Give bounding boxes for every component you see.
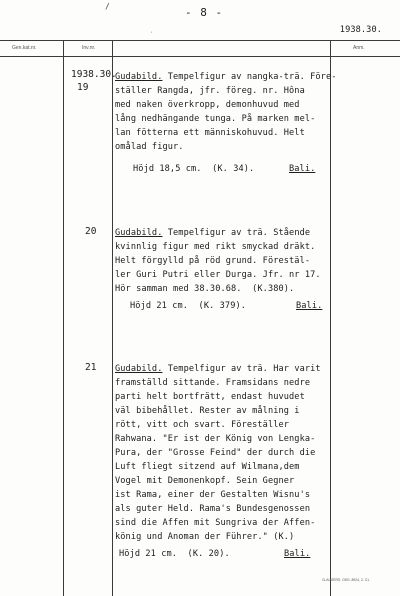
entry-text-line: framställd sittande. Framsidans nedre — [115, 378, 311, 388]
column-rule-3 — [330, 40, 331, 596]
entry-text-line: könig und Anoman der Führer." (K.) — [115, 532, 295, 542]
entry-text-line: Luft fliegt sitzend auf Wilmana,dem — [115, 462, 300, 472]
entry-text-line: Rahwana. "Er ist der König von Lengka- — [115, 434, 316, 444]
entry-number: 21 — [85, 362, 97, 373]
column-header-gen-kat: Gen.kat.nr. — [12, 45, 37, 51]
entry-number: 19 — [77, 82, 89, 93]
entry-region: Bali. — [296, 301, 323, 311]
entry-text-line: lan fötterna ett människohuvud. Helt — [115, 128, 305, 138]
header-rule-top — [0, 40, 400, 41]
entry-text-line: parti helt bortfrätt, endast huvudet — [115, 392, 305, 402]
column-rule-2 — [112, 40, 113, 596]
entry-title: Gudabild. — [115, 228, 163, 238]
stray-mark: / — [105, 2, 110, 11]
column-header-anm: Anm. — [353, 45, 365, 51]
column-header-inv: Inv.nr. — [82, 45, 96, 51]
entry-text-line: ställer Rangda, jfr. föreg. nr. Hôna — [115, 86, 305, 96]
entry-text-line: Gudabild. Tempelfigur av nangka-trä. Före- — [115, 72, 337, 82]
ledger-number: 1938.30. — [339, 25, 382, 35]
entry-text-line: sind die Affen mit Sungriva der Affen- — [115, 518, 316, 528]
entry-measure: Höjd 21 cm. (K. 20). — [119, 549, 230, 559]
entry-measure: Höjd 21 cm. (K. 379). — [130, 301, 247, 311]
entry-region: Bali. — [289, 164, 316, 174]
entry-text-line: Hör samman med 38.30.68. (K.380). — [115, 284, 295, 294]
header-rule-bottom — [0, 56, 400, 57]
entry-text-line: rött, vitt och svart. Föreställer — [115, 420, 290, 430]
entry-text-line: kvinnlig figur med rikt smyckad dräkt. — [115, 242, 316, 252]
entry-text-line: Helt förgylld på röd grund. Förestäl- — [115, 256, 311, 266]
entry-text-line: als guter Held. Rama's Bundesgenossen — [115, 504, 311, 514]
entry-text-line: väl bibehållet. Rester av målning i — [115, 406, 300, 416]
entry-text-line: ler Guri Putri eller Durga. Jfr. nr 17. — [115, 270, 321, 280]
entry-text-line: Vogel mit Demonenkopf. Sein Gegner — [115, 476, 295, 486]
page-number: - 8 - — [185, 6, 224, 19]
entry-text-line: ist Rama, einer der Gestalten Wisnu's — [115, 490, 311, 500]
entry-measure: Höjd 18,5 cm. (K. 34). — [133, 164, 255, 174]
stray-dot: · — [150, 30, 154, 36]
entry-ledger: 1938.30. — [71, 69, 117, 80]
entry-text-line: med naken överkropp, demonhuvud med — [115, 100, 300, 110]
entry-region: Bali. — [284, 549, 311, 559]
entry-text-line: Gudabild. Tempelfigur av trä. Har varit — [115, 364, 321, 374]
column-rule-1 — [63, 40, 64, 596]
entry-title: Gudabild. — [115, 364, 163, 374]
printer-imprint: CLAUSÉRS. OSG. 8924, 2. C1. — [321, 578, 370, 582]
entry-title: Gudabild. — [115, 72, 163, 82]
entry-text-line: lång nedhängande tunga. På marken mel- — [115, 114, 316, 124]
entry-number: 20 — [85, 226, 97, 237]
entry-text-line: Pura, der "Grosse Feind" der durch die — [115, 448, 316, 458]
entry-text-line: omålad figur. — [115, 142, 184, 152]
entry-text-line: Gudabild. Tempelfigur av trä. Stående — [115, 228, 311, 238]
